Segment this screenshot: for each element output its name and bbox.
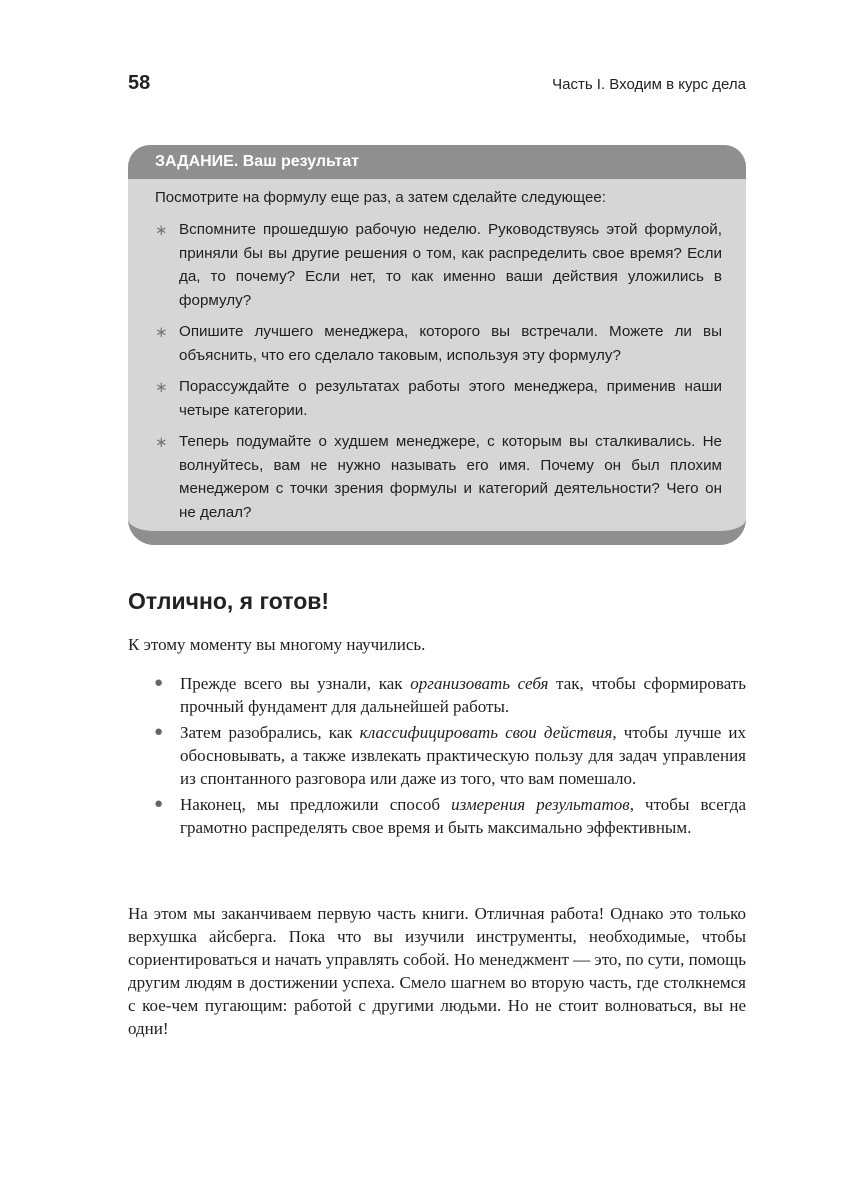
page-header [128,72,746,98]
section-title: Отлично, я готов! [128,588,330,614]
asterisk-icon: ∗ [155,379,168,396]
bullet-text-before: Затем разобрались, как [180,723,360,742]
asterisk-icon: ∗ [155,222,168,239]
task-item [155,320,722,367]
task-box [128,145,746,545]
closing-paragraph: На этом мы заканчиваем первую часть книги. Отличная работа! Однако это только верхушка айсберга. Пока что вы изучили инструменты, необходимые, чтобы сориентироваться и начать управлять собой. Но менеджмент — это, по сути, помощь другим людям в достижении успеха. Смело шагнем во вторую часть, где столкнемся с кое-чем пугающим: работой с другими людьми. Но не стоит волноваться, вы не одни! [128,904,746,1038]
bullet-text-after: , чтобы всегда грамотно распределять свое время и быть максимально эффективным. [180,795,747,837]
task-item [155,375,722,422]
list-item [152,672,746,718]
task-item-text: Теперь подумайте о худшем менеджере, с которым вы сталкивались. Не волнуйтесь, вам не нужно называть его имя. Почему он был плохим менеджером с точки зрения формулы и категорий деятельности? Чего он не делал? [179,433,722,521]
bullet-icon: ● [154,724,164,740]
bullet-text-before: Прежде всего вы узнали, как [180,674,411,693]
bullet-text-after: , чтобы лучше их обосновывать, а также извлекать практическую пользу для задач управления из спонтанного разговора или даже из того, что вам помешало. [180,723,747,788]
running-head: Часть I. Входим в курс дела [552,76,746,93]
task-item-text: Порассуждайте о результатах работы этого менеджера, применив наши четыре категории. [179,378,722,419]
asterisk-icon: ∗ [155,324,168,341]
bullet-emphasis: измерения результатов [451,795,630,814]
task-item-text: Опишите лучшего менеджера, которого вы встречали. Можете ли вы объяснить, что его сделало таковым, используя эту формулу? [179,323,722,364]
task-item [155,218,722,312]
task-list [128,218,746,524]
task-intro: Посмотрите на формулу еще раз, а затем сделайте следующее: [155,189,606,206]
bullet-emphasis: классифицировать свои действия [359,723,613,742]
summary-list [152,672,746,842]
task-item [155,430,722,524]
bullet-icon: ● [154,796,164,812]
page-number: 58 [128,72,151,94]
asterisk-icon: ∗ [155,434,168,451]
bullet-text-after: так, чтобы сформировать прочный фундамент для дальнейшей работы. [180,674,746,716]
list-item [152,793,746,839]
bullet-emphasis: организовать себя [410,674,549,693]
list-item [152,721,746,790]
task-item-text: Вспомните прошедшую рабочую неделю. Руководствуясь этой формулой, приняли бы вы другие решения о том, как распределить свое время? Если да, то почему? Если нет, то как именно ваши действия уложились в формулу? [179,221,722,309]
bullet-icon: ● [154,675,164,691]
bullet-text-before: Наконец, мы предложили способ [180,795,452,814]
section-intro: К этому моменту вы многому научились. [128,635,426,654]
task-title: ЗАДАНИЕ. Ваш результат [128,145,746,179]
